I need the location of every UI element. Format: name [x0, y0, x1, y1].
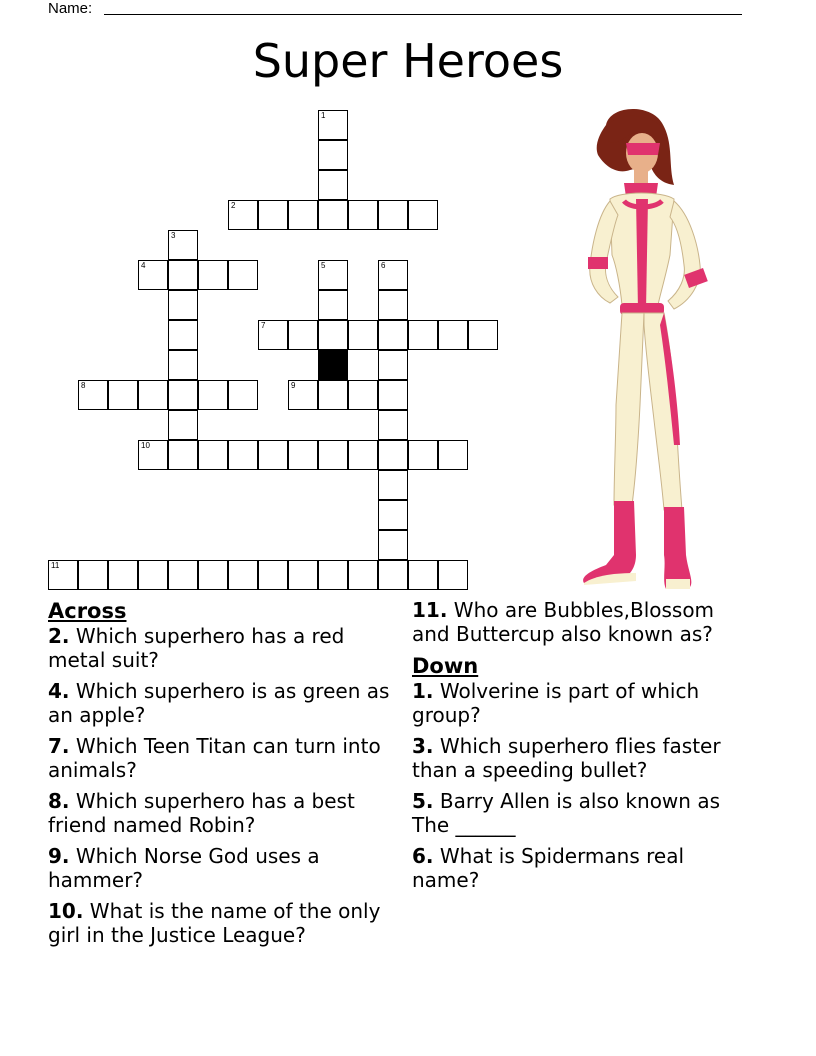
crossword-cell[interactable] [168, 350, 198, 380]
cell-number: 8 [81, 381, 86, 390]
superhero-illustration [570, 105, 730, 595]
crossword-cell[interactable] [318, 320, 348, 350]
clue-down-5 [412, 789, 757, 837]
crossword-cell[interactable] [168, 260, 198, 290]
crossword-cell[interactable] [348, 440, 378, 470]
crossword-cell[interactable] [378, 530, 408, 560]
clue-text: Which Norse God uses a hammer? [48, 844, 320, 892]
crossword-cell[interactable] [168, 230, 198, 260]
crossword-cell[interactable] [408, 440, 438, 470]
clue-number: 4. [48, 679, 70, 703]
clue-text: Barry Allen is also known as The ______ [412, 789, 720, 837]
clue-number: 3. [412, 734, 434, 758]
crossword-cell[interactable] [378, 350, 408, 380]
crossword-cell[interactable] [378, 560, 408, 590]
cell-number: 6 [381, 261, 386, 270]
page-title: Super Heroes [252, 34, 564, 88]
crossword-cell[interactable] [378, 440, 408, 470]
name-field[interactable] [48, 0, 92, 17]
cell-number: 11 [51, 561, 60, 570]
cell-number: 2 [231, 201, 236, 210]
crossword-cell[interactable] [78, 380, 108, 410]
clue-text: Who are Bubbles,Blossom and Buttercup also known as? [412, 598, 715, 646]
crossword-cell[interactable] [318, 440, 348, 470]
crossword-cell[interactable] [378, 410, 408, 440]
crossword-cell[interactable] [348, 560, 378, 590]
clue-text: Which superhero flies faster than a speeding bullet? [412, 734, 721, 782]
clue-number: 2. [48, 624, 70, 648]
clue-across-4 [48, 679, 393, 727]
cell-number: 5 [321, 261, 326, 270]
clue-across-2 [48, 624, 393, 672]
crossword-cell[interactable] [228, 440, 258, 470]
across-heading: Across [48, 599, 127, 623]
crossword-cell[interactable] [198, 380, 228, 410]
crossword-cell[interactable] [288, 380, 318, 410]
crossword-cell[interactable] [288, 440, 318, 470]
crossword-cell[interactable] [258, 560, 288, 590]
crossword-cell[interactable] [258, 440, 288, 470]
crossword-cell[interactable] [378, 290, 408, 320]
clue-number: 8. [48, 789, 70, 813]
crossword-cell[interactable] [138, 380, 168, 410]
crossword-cell[interactable] [408, 200, 438, 230]
clue-number: 5. [412, 789, 434, 813]
crossword-cell[interactable] [318, 260, 348, 290]
crossword-cell[interactable] [318, 140, 348, 170]
clue-text: What is Spidermans real name? [412, 844, 685, 892]
clue-text: Which superhero is as green as an apple? [48, 679, 390, 727]
clue-across-9 [48, 844, 393, 892]
crossword-cell[interactable] [378, 260, 408, 290]
clue-text: Which superhero has a best friend named Robin? [48, 789, 355, 837]
crossword-cell[interactable] [168, 440, 198, 470]
crossword-cell[interactable] [378, 320, 408, 350]
clues-column-left [48, 598, 393, 954]
clue-text: What is the name of the only girl in the Justice League? [48, 899, 381, 947]
crossword-cell[interactable] [78, 560, 108, 590]
clue-text: Wolverine is part of which group? [412, 679, 700, 727]
crossword-cell[interactable] [48, 560, 78, 590]
clue-across-11 [412, 598, 757, 646]
name-label: Name: [48, 0, 93, 17]
crossword-cell[interactable] [408, 560, 438, 590]
clue-number: 10. [48, 899, 84, 923]
clue-across-7 [48, 734, 393, 782]
crossword-cell[interactable] [228, 260, 258, 290]
blocked-cell [318, 350, 348, 380]
cell-number: 9 [291, 381, 296, 390]
crossword-cell[interactable] [228, 380, 258, 410]
cell-number: 4 [141, 261, 146, 270]
crossword-cell[interactable] [168, 560, 198, 590]
crossword-cell[interactable] [288, 560, 318, 590]
crossword-cell[interactable] [168, 410, 198, 440]
crossword-cell[interactable] [318, 200, 348, 230]
crossword-cell[interactable] [348, 380, 378, 410]
cell-number: 10 [141, 441, 150, 450]
down-heading: Down [412, 654, 479, 678]
name-underline [104, 14, 742, 15]
crossword-cell[interactable] [288, 200, 318, 230]
crossword-cell[interactable] [408, 320, 438, 350]
crossword-cell[interactable] [168, 290, 198, 320]
crossword-cell[interactable] [318, 560, 348, 590]
crossword-cell[interactable] [378, 470, 408, 500]
clue-number: 11. [412, 598, 448, 622]
clue-number: 6. [412, 844, 434, 868]
clue-text: Which superhero has a red metal suit? [48, 624, 345, 672]
crossword-cell[interactable] [198, 560, 228, 590]
clue-number: 1. [412, 679, 434, 703]
clue-across-8 [48, 789, 393, 837]
crossword-cell[interactable] [378, 500, 408, 530]
crossword-cell[interactable] [228, 560, 258, 590]
crossword-cell[interactable] [318, 290, 348, 320]
crossword-cell[interactable] [108, 560, 138, 590]
crossword-cell[interactable] [288, 320, 318, 350]
cell-number: 7 [261, 321, 266, 330]
clue-number: 7. [48, 734, 70, 758]
crossword-cell[interactable] [138, 260, 168, 290]
crossword-cell[interactable] [438, 320, 468, 350]
clue-down-6 [412, 844, 757, 892]
crossword-cell[interactable] [318, 170, 348, 200]
crossword-grid [48, 110, 498, 590]
crossword-cell[interactable] [258, 200, 288, 230]
crossword-cell[interactable] [198, 260, 228, 290]
clue-text: Which Teen Titan can turn into animals? [48, 734, 381, 782]
crossword-cell[interactable] [168, 320, 198, 350]
crossword-cell[interactable] [348, 320, 378, 350]
clue-across-10 [48, 899, 393, 947]
clue-down-3 [412, 734, 757, 782]
crossword-cell[interactable] [138, 440, 168, 470]
crossword-cell[interactable] [138, 560, 168, 590]
crossword-cell[interactable] [108, 380, 138, 410]
clue-number: 9. [48, 844, 70, 868]
crossword-cell[interactable] [318, 110, 348, 140]
cell-number: 3 [171, 231, 176, 240]
crossword-cell[interactable] [438, 440, 468, 470]
crossword-cell[interactable] [228, 200, 258, 230]
crossword-cell[interactable] [438, 560, 468, 590]
crossword-cell[interactable] [468, 320, 498, 350]
crossword-cell[interactable] [258, 320, 288, 350]
crossword-cell[interactable] [198, 440, 228, 470]
crossword-cell[interactable] [378, 200, 408, 230]
clue-down-1 [412, 679, 757, 727]
clues-column-right [412, 598, 757, 899]
crossword-cell[interactable] [378, 380, 408, 410]
crossword-cell[interactable] [348, 200, 378, 230]
cell-number: 1 [321, 111, 326, 120]
crossword-cell[interactable] [168, 380, 198, 410]
crossword-cell[interactable] [318, 380, 348, 410]
